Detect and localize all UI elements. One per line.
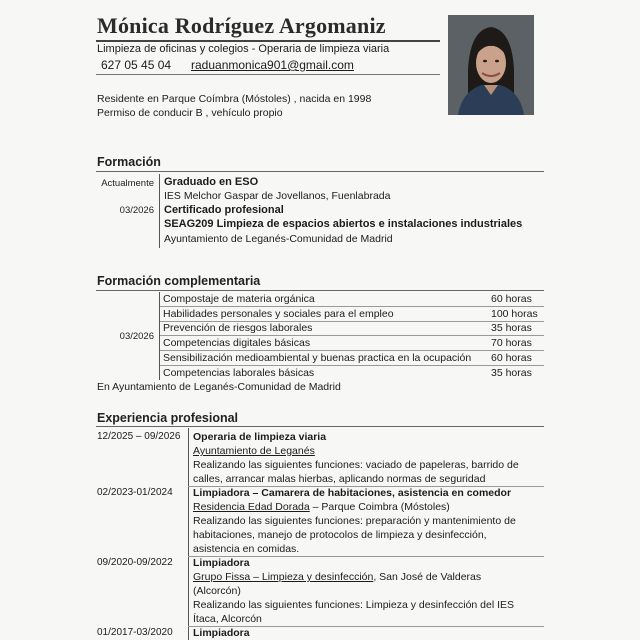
job-description-line: habitaciones, manejo de protocolos de limpieza y desinfección,	[193, 529, 487, 541]
job-subtitle: Limpieza de oficinas y colegios - Operaria de limpieza viaria	[97, 43, 390, 55]
profile-photo	[448, 15, 534, 115]
job-role: Limpiadora	[193, 627, 250, 639]
formacion-timeline	[159, 174, 160, 248]
course-hours: 35 horas	[491, 322, 532, 334]
job-date: 01/2017-03/2020	[97, 627, 173, 638]
job-employer	[193, 571, 481, 585]
job-description-line: (Alcorcón)	[193, 585, 241, 597]
section-divider-complementaria	[96, 290, 544, 291]
formacion-date-1: Actualmente	[101, 178, 154, 189]
job-description-line: Realizando las siguientes funciones: preparación y mantenimiento de	[193, 515, 516, 527]
job-employer-location: , San José de Valderas	[373, 571, 482, 583]
applicant-name: Mónica Rodríguez Argomaniz	[97, 13, 386, 38]
formacion-title-2: Certificado profesional	[164, 204, 284, 216]
section-title-complementaria: Formación complementaria	[97, 274, 261, 288]
job-employer	[193, 501, 450, 515]
job-description-line: Ítaca, Alcorcón	[193, 613, 262, 625]
course-hours: 100 horas	[491, 308, 538, 320]
job-date: 09/2020-09/2022	[97, 557, 173, 568]
job-employer-location: – Parque Coimbra (Móstoles)	[309, 501, 450, 513]
course-hours: 70 horas	[491, 337, 532, 349]
experiencia-timeline	[188, 428, 189, 640]
job-employer	[193, 445, 315, 459]
job-role: Limpiadora	[193, 557, 250, 569]
name-divider	[96, 40, 440, 42]
formacion-certificate-name: SEAG209 Limpieza de espacios abiertos e instalaciones industriales	[164, 218, 523, 230]
job-description-line: calles, arrancar malas hierbas, aplicando normas de seguridad	[193, 473, 486, 485]
course-divider	[160, 365, 544, 366]
formacion-institution-2: Ayuntamiento de Leganés-Comunidad de Madrid	[164, 233, 393, 245]
section-title-experiencia: Experiencia profesional	[97, 411, 239, 425]
job-date: 12/2025 – 09/2026	[97, 431, 181, 442]
email-link[interactable]: raduanmonica901@gmail.com	[191, 58, 354, 72]
job-description-line: asistencia en comidas.	[193, 543, 300, 555]
formacion-school-1: IES Melchor Gaspar de Jovellanos, Fuenlabrada	[164, 190, 391, 202]
course-name: Competencias laborales básicas	[163, 367, 315, 379]
contact-divider	[96, 74, 440, 75]
section-divider-experiencia	[96, 426, 544, 427]
course-name: Sensibilización medioambiental y buenas practica en la ocupación	[163, 352, 472, 364]
complementaria-footer: En Ayuntamiento de Leganés-Comunidad de Madrid	[97, 381, 341, 393]
course-hours: 60 horas	[491, 352, 532, 364]
job-description-line: Realizando las siguientes funciones: vaciado de papeleras, barrido de	[193, 459, 519, 471]
job-description-line: Realizando las siguientes funciones: Limpieza y desinfección del IES	[193, 599, 515, 611]
course-divider	[160, 350, 544, 351]
complementaria-date: 03/2026	[119, 331, 154, 342]
course-name: Habilidades personales y sociales para el empleo	[163, 308, 394, 320]
job-date: 02/2023-01/2024	[97, 487, 173, 498]
job-role: Operaria de limpieza viaria	[193, 431, 327, 443]
course-name: Competencias digitales básicas	[163, 337, 311, 349]
formacion-title-1: Graduado en ESO	[164, 176, 259, 188]
job-role: Limpiadora – Camarera de habitaciones, asistencia en comedor	[193, 487, 512, 499]
course-name: Prevención de riesgos laborales	[163, 322, 313, 334]
section-title-formacion: Formación	[97, 155, 161, 169]
license-text: Permiso de conducir B , vehículo propio	[97, 107, 283, 119]
course-name: Compostaje de materia orgánica	[163, 293, 315, 305]
residence-text: Residente en Parque Coímbra (Móstoles) , nacida en 1998	[97, 93, 372, 105]
job-employer-name: Residencia Edad Dorada	[193, 501, 310, 513]
phone-number: 627 05 45 04	[101, 58, 172, 72]
section-divider-formacion	[96, 171, 544, 172]
course-hours: 35 horas	[491, 367, 532, 379]
course-divider	[160, 306, 544, 307]
personal-info	[97, 92, 371, 120]
course-divider	[160, 335, 544, 336]
portrait-image	[448, 15, 534, 115]
job-employer-name: Ayuntamiento de Leganés	[193, 445, 315, 457]
job-employer-name: Grupo Fissa – Limpieza y desinfección	[193, 571, 374, 583]
formacion-date-2: 03/2026	[119, 205, 154, 216]
course-hours: 60 horas	[491, 293, 532, 305]
